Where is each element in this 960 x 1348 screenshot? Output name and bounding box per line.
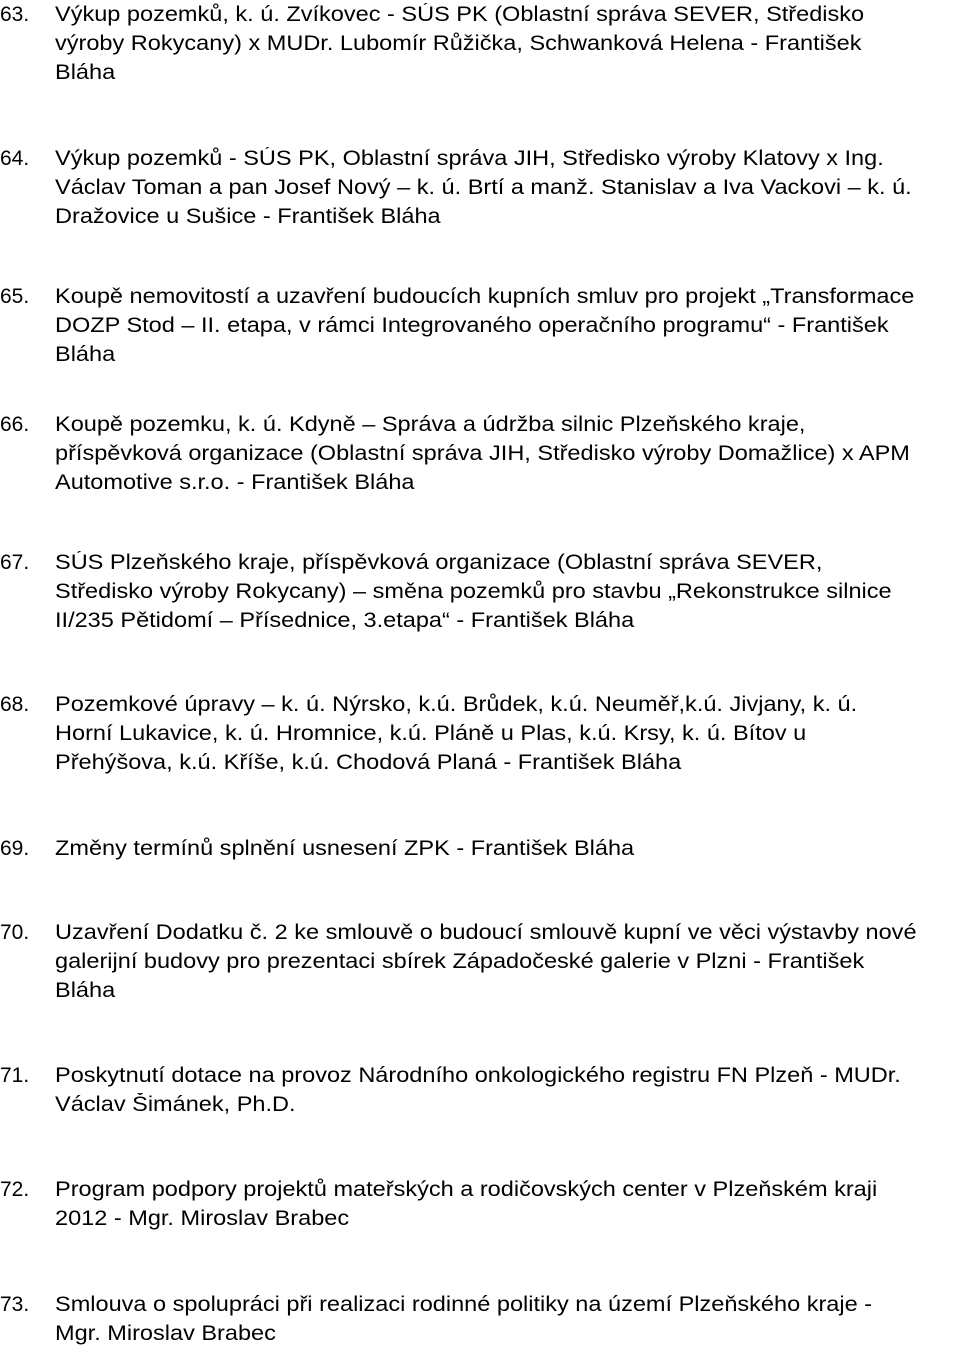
agenda-item-text-line: Koupě pozemku, k. ú. Kdyně – Správa a údržba silnic Plzeňského kraje, bbox=[55, 413, 806, 436]
agenda-item-text-line: Bláha bbox=[55, 979, 116, 1002]
agenda-item-number: 73. bbox=[0, 1293, 30, 1316]
agenda-item-text-line: Smlouva o spolupráci při realizaci rodinné politiky na území Plzeňského kraje - bbox=[55, 1293, 873, 1316]
agenda-item-text-line: 2012 - Mgr. Miroslav Brabec bbox=[55, 1207, 350, 1230]
agenda-item-text-line: Poskytnutí dotace na provoz Národního onkologického registru FN Plzeň - MUDr. bbox=[55, 1064, 901, 1087]
agenda-item-number: 69. bbox=[0, 837, 30, 860]
agenda-item-text-line: Přehýšova, k.ú. Kříše, k.ú. Chodová Planá - František Bláha bbox=[55, 751, 682, 774]
agenda-item-text-line: Mgr. Miroslav Brabec bbox=[55, 1322, 276, 1345]
agenda-item-number: 67. bbox=[0, 551, 30, 574]
agenda-item-text-line: DOZP Stod – II. etapa, v rámci Integrovaného operačního programu“ - František bbox=[55, 314, 889, 337]
agenda-item-number: 71. bbox=[0, 1064, 30, 1087]
agenda-item-number: 66. bbox=[0, 413, 30, 436]
agenda-item-number: 68. bbox=[0, 693, 30, 716]
agenda-item-text-line: Dražovice u Sušice - František Bláha bbox=[55, 205, 441, 228]
agenda-item-number: 63. bbox=[0, 3, 30, 26]
agenda-item-text-line: Bláha bbox=[55, 61, 116, 84]
agenda-item-text-line: Bláha bbox=[55, 343, 116, 366]
agenda-item-text-line: galerijní budovy pro prezentaci sbírek Západočeské galerie v Plzni - František bbox=[55, 950, 865, 973]
agenda-item-text-line: II/235 Pětidomí – Přísednice, 3.etapa“ - František Bláha bbox=[55, 609, 635, 632]
agenda-item-text-line: Středisko výroby Rokycany) – směna pozemků pro stavbu „Rekonstrukce silnice bbox=[55, 580, 892, 603]
agenda-item-text-line: Výkup pozemků, k. ú. Zvíkovec - SÚS PK (Oblastní správa SEVER, Středisko bbox=[55, 3, 865, 26]
agenda-item-text-line: Změny termínů splnění usnesení ZPK - František Bláha bbox=[55, 837, 635, 860]
agenda-item-text-line: výroby Rokycany) x MUDr. Lubomír Růžička, Schwanková Helena - František bbox=[55, 32, 862, 55]
agenda-item-number: 72. bbox=[0, 1178, 30, 1201]
agenda-item-number: 70. bbox=[0, 921, 30, 944]
agenda-item-text-line: příspěvková organizace (Oblastní správa JIH, Středisko výroby Domažlice) x APM bbox=[55, 442, 910, 465]
agenda-item-text-line: SÚS Plzeňského kraje, příspěvková organizace (Oblastní správa SEVER, bbox=[55, 551, 823, 574]
agenda-item-text-line: Václav Šimánek, Ph.D. bbox=[55, 1093, 296, 1116]
agenda-item-number: 64. bbox=[0, 147, 30, 170]
agenda-item-number: 65. bbox=[0, 285, 30, 308]
agenda-item-text-line: Automotive s.r.o. - František Bláha bbox=[55, 471, 415, 494]
agenda-item-text-line: Horní Lukavice, k. ú. Hromnice, k.ú. Pláně u Plas, k.ú. Krsy, k. ú. Bítov u bbox=[55, 722, 807, 745]
agenda-item-text-line: Výkup pozemků - SÚS PK, Oblastní správa JIH, Středisko výroby Klatovy x Ing. bbox=[55, 147, 884, 170]
agenda-item-text-line: Václav Toman a pan Josef Nový – k. ú. Brtí a manž. Stanislav a Iva Vackovi – k. ú. bbox=[55, 176, 912, 199]
agenda-item-text-line: Uzavření Dodatku č. 2 ke smlouvě o budoucí smlouvě kupní ve věci výstavby nové bbox=[55, 921, 917, 944]
agenda-item-text-line: Koupě nemovitostí a uzavření budoucích kupních smluv pro projekt „Transformace bbox=[55, 285, 915, 308]
agenda-item-text-line: Pozemkové úpravy – k. ú. Nýrsko, k.ú. Brůdek, k.ú. Neuměř,k.ú. Jivjany, k. ú. bbox=[55, 693, 858, 716]
agenda-item-text-line: Program podpory projektů mateřských a rodičovských center v Plzeňském kraji bbox=[55, 1178, 878, 1201]
